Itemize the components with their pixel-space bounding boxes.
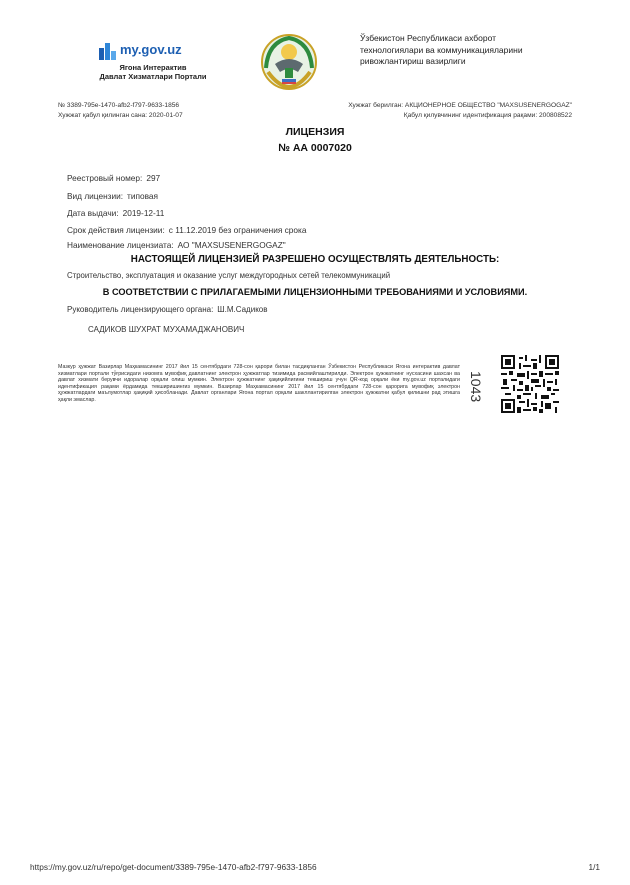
document-id: № 3389-795e-1470-afb2-f797-9633-1856 [58,102,180,109]
ministry-line2: технологиялари ва коммуникацияларини [360,44,523,55]
field-label: Срок действия лицензии: [67,225,165,235]
license-title: ЛИЦЕНЗИЯ [285,126,345,138]
field-value: типовая [127,191,158,201]
mygov-logo [97,40,209,80]
document-meta-left [58,101,183,120]
state-emblem-icon [258,32,320,92]
license-number: № АА 0007020 [278,142,352,154]
qr-code-icon [501,355,559,413]
authority-head-fullname: САДИКОВ ШУХРАТ МУХАМАДЖАНОВИЧ [88,325,245,334]
field-registry-number [67,173,160,183]
accordance-heading: В СООТВЕТСТВИИ С ПРИЛАГАЕМЫМИ ЛИЦЕНЗИОННЫМИ ТРЕБОВАНИЯМИ И УСЛОВИЯМИ. [102,287,528,297]
sender-inn: Қабул қилувчининг идентификация рақами: 200808522 [403,111,572,119]
vertical-number: 1043 [468,371,484,403]
field-issue-date [67,208,164,218]
sender: Хужжат берилган: АКЦИОНЕРНОЕ ОБЩЕСТВО "MAXSUSENERGOGAZ" [348,102,572,109]
field-label: Вид лицензии: [67,191,124,201]
field-license-type [67,191,158,201]
logo-text: my.gov.uz [120,42,182,57]
authority-head [67,305,267,314]
footer-url: https://my.gov.uz/ru/repo/get-document/3389-795e-1470-afb2-f797-9633-1856 [30,862,317,872]
field-label: Реестровый номер: [67,173,143,183]
legal-notice: Мазкур ҳужжат Вазирлар Маҳкамасининг 2017 йил 15 сентябрдаги 728-сон қарори билан тасдиқланган Ўзбекистон Республикаси Ягона интерактив давлат хизматлари портали тўғрисидаги низомга мувофиқ давлатнинг электрон ҳужжатлар тизимида расмийлаштирилди. Электрон ҳужжатнинг нусхасини шахсан ва давлат хизмати берувчи идоралар орқали олиш мумкин. Электрон ҳужжатнинг ҳақиқийлигини текшириш учун QR-код орқали ёки my.gov.uz порталидаги идентификация рақами ёрдамида текширишингиз мумкин. Вазирлар Маҳкамасининг 2017 йил 15 сентябрдаги 728-сон қарорига мувофиқ электрон ҳужжатлардаги маълумотлар ҳақиқий ҳисобланади. Давлат органлари Ягона портал орқали шакллантирилган электрон ҳужжатни қабул қилишни рад этишга ҳақли эмаслар. [58,364,460,403]
activity-text: Строительство, эксплуатация и оказание услуг междугородных сетей телекоммуникаций [67,271,391,280]
field-validity [67,225,306,235]
field-value: с 11.12.2019 без ограничения срока [168,225,307,235]
document-meta-right [348,101,572,120]
field-value: 297 [146,173,161,183]
field-licensee [67,240,286,250]
field-label: Дата выдачи: [67,208,119,218]
field-value: Ш.М.Садиков [217,305,268,314]
received-date: Хужжат қабул қилинган сана: 2020-01-07 [58,111,183,119]
page-number: 1/1 [588,862,600,872]
ministry-line3: ривожлантириш вазирлиги [360,56,466,66]
mygov-logo-icon [97,40,117,62]
portal-name-line1: Ягона Интерактив [119,63,187,72]
ministry-line1: Ўзбекистон Республикаси ахборот [360,33,497,43]
field-value: 2019-12-11 [122,208,165,218]
field-label: Наименование лицензиата: [67,240,174,250]
portal-name-line2: Давлат Хизматлари Портали [99,72,207,81]
field-label: Руководитель лицензирующего органа: [67,305,214,314]
field-value: АО "MAXSUSENERGOGAZ" [177,240,286,250]
ministry-name [360,33,560,68]
permit-heading: НАСТОЯЩЕЙ ЛИЦЕНЗИЕЙ РАЗРЕШЕНО ОСУЩЕСТВЛЯТЬ ДЕЯТЕЛЬНОСТЬ: [130,254,500,265]
